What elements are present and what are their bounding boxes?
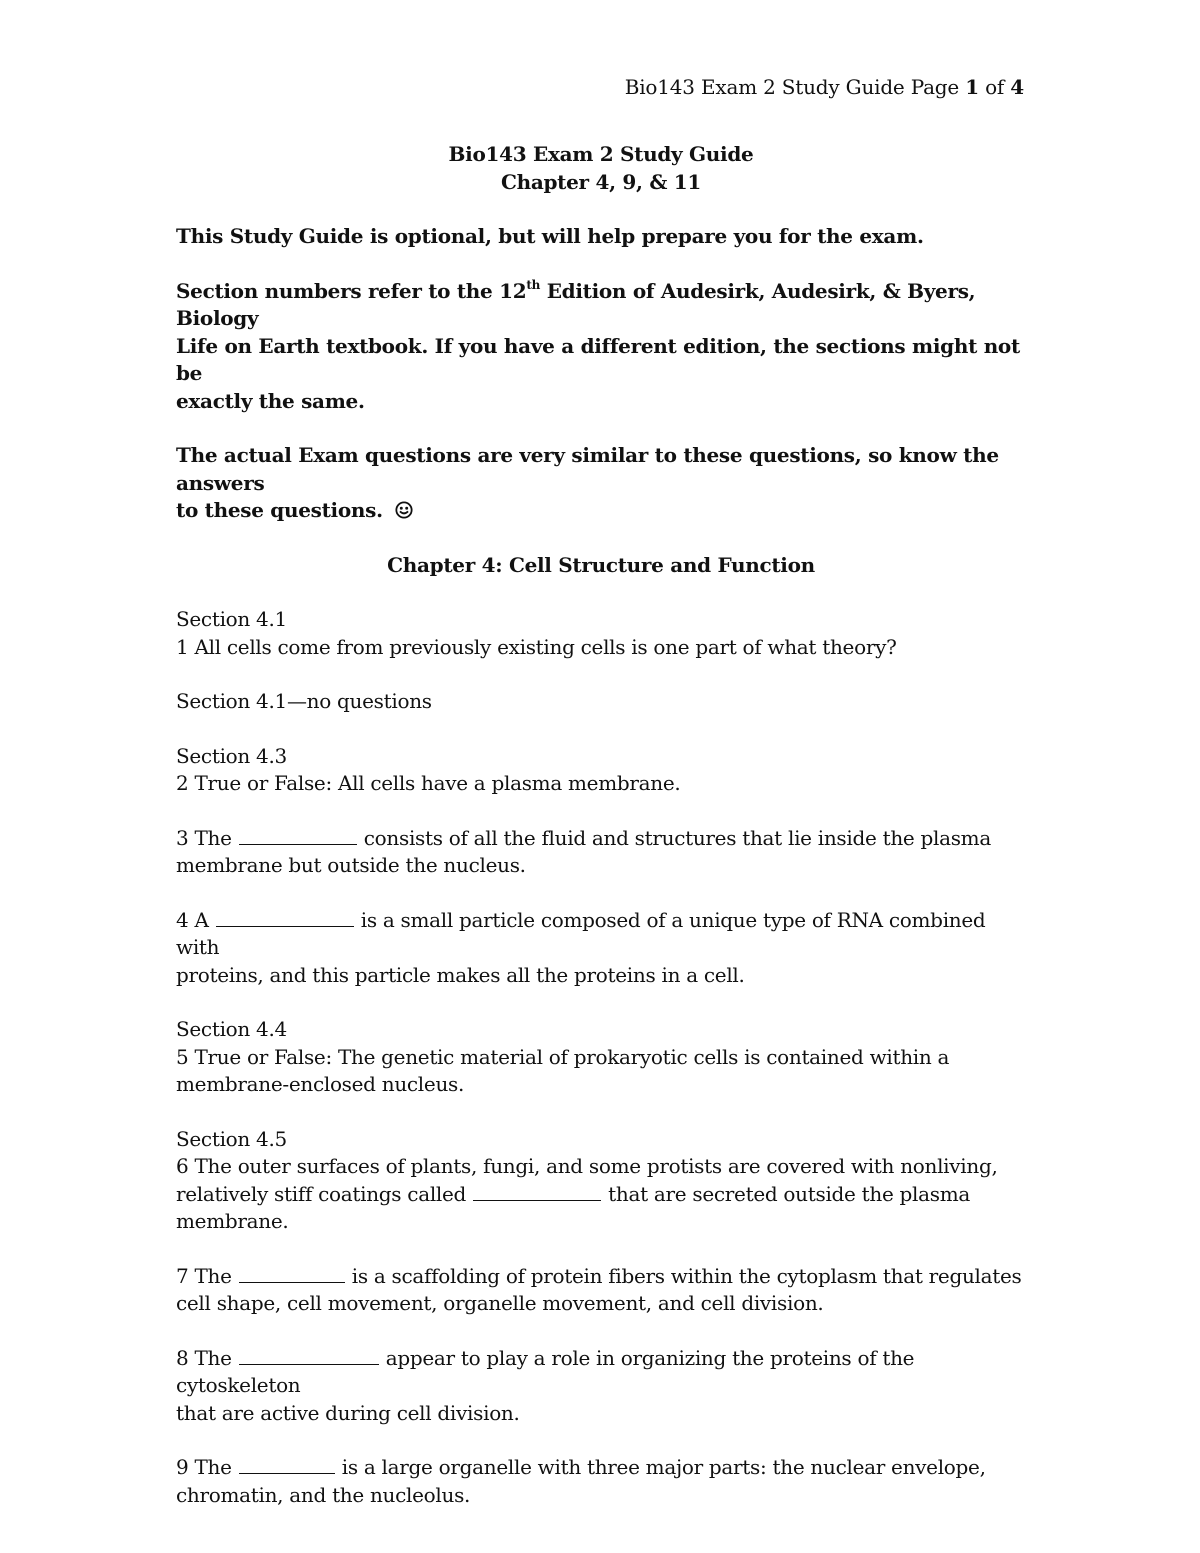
smiley-icon [395, 501, 413, 519]
question-text: consists of all the fluid and structures that lie inside the plasma [357, 825, 991, 850]
section-4-1-no-questions: Section 4.1—no questions [176, 689, 432, 713]
question-4 [176, 907, 1026, 990]
section-note-line3: exactly the same. [176, 388, 365, 413]
question-2: 2 True or False: All cells have a plasma membrane. [176, 771, 681, 795]
actual-exam-note [176, 442, 1026, 525]
answer-blank [239, 826, 357, 845]
document-subtitle: Chapter 4, 9, & 11 [500, 169, 701, 194]
question-text: relatively stiff coatings called [176, 1181, 473, 1206]
title-block [176, 141, 1026, 196]
question-6-line2 [176, 1181, 1026, 1209]
section-label: Section 4.4 [176, 1017, 287, 1041]
question-text: 4 A [176, 907, 215, 932]
question-text: 8 The [176, 1345, 238, 1370]
page-header [625, 74, 1024, 100]
question-9-line2: chromatin, and the nucleolus. [176, 1482, 471, 1507]
question-7 [176, 1263, 1026, 1318]
question-3 [176, 825, 1026, 880]
question-8 [176, 1345, 1026, 1428]
header-of: of [978, 75, 1011, 99]
header-page-total: 4 [1010, 75, 1024, 99]
question-6-line3: membrane. [176, 1209, 289, 1233]
question-text: 3 The [176, 825, 238, 850]
question-5-line1: 5 True or False: The genetic material of prokaryotic cells is contained within a [176, 1044, 950, 1069]
question-7-line1 [176, 1263, 1026, 1291]
header-page-number: 1 [965, 75, 979, 99]
section-note-line1 [176, 278, 1026, 333]
document-title: Bio143 Exam 2 Study Guide [448, 142, 754, 166]
question-text: 9 The [176, 1455, 238, 1479]
section-note [176, 278, 1026, 416]
answer-blank [239, 1264, 345, 1283]
section-note-line2: Life on Earth textbook. If you have a different edition, the sections might not be [176, 333, 1020, 385]
actual-exam-line2 [176, 497, 1026, 525]
section-4-3 [176, 743, 1026, 798]
answer-blank [216, 908, 354, 927]
header-prefix: Bio143 Exam 2 Study Guide Page [624, 75, 966, 99]
question-3-line2: membrane but outside the nucleus. [176, 853, 526, 877]
section-label: Section 4.5 [176, 1126, 287, 1151]
section-note-text: Section numbers refer to the 12 [176, 278, 527, 303]
question-7-line2: cell shape, cell movement, organelle movement, and cell division. [176, 1291, 824, 1315]
section-label: Section 4.1 [176, 607, 287, 631]
question-text: that are secreted outside the plasma [602, 1181, 971, 1206]
section-4-4 [176, 1016, 1026, 1099]
answer-blank [239, 1346, 379, 1365]
question-4-line2: proteins, and this particle makes all the proteins in a cell. [176, 962, 745, 987]
question-text: 7 The [176, 1263, 238, 1288]
answer-blank [239, 1455, 335, 1474]
question-4-line1 [176, 907, 1026, 962]
intro-optional: This Study Guide is optional, but will help prepare you for the exam. [176, 224, 924, 248]
section-note-text: Edition of Audesirk, Audesirk, & Byers, Biology [176, 278, 976, 330]
section-4-5 [176, 1126, 1026, 1236]
document-body [176, 141, 1026, 1536]
answer-blank [473, 1182, 601, 1201]
question-text: is a large organelle with three major parts: the nuclear envelope, [335, 1455, 986, 1479]
question-8-line2: that are active during cell division. [176, 1400, 520, 1425]
question-6-line1: 6 The outer surfaces of plants, fungi, and some protists are covered with nonliving, [176, 1154, 998, 1178]
chapter-heading: Chapter 4: Cell Structure and Function [387, 552, 815, 577]
question-3-line1 [176, 825, 1026, 853]
section-label: Section 4.3 [176, 743, 287, 768]
question-text: is a small particle composed of a unique type of RNA combined with [176, 907, 986, 959]
question-text: appear to play a role in organizing the proteins of the cytoskeleton [176, 1345, 915, 1397]
question-text: is a scaffolding of protein fibers within the cytoplasm that regulates [345, 1263, 1022, 1288]
question-5-line2: membrane-enclosed nucleus. [176, 1072, 465, 1096]
section-4-1 [176, 606, 1026, 661]
question-9 [176, 1454, 1026, 1509]
actual-exam-text: to these questions. [176, 498, 390, 522]
question-9-line1 [176, 1454, 1026, 1482]
question-8-line1 [176, 1345, 1026, 1400]
question-1: 1 All cells come from previously existing cells is one part of what theory? [176, 634, 897, 659]
actual-exam-line1: The actual Exam questions are very similar to these questions, so know the answers [176, 443, 999, 495]
edition-superscript: th [526, 277, 541, 292]
